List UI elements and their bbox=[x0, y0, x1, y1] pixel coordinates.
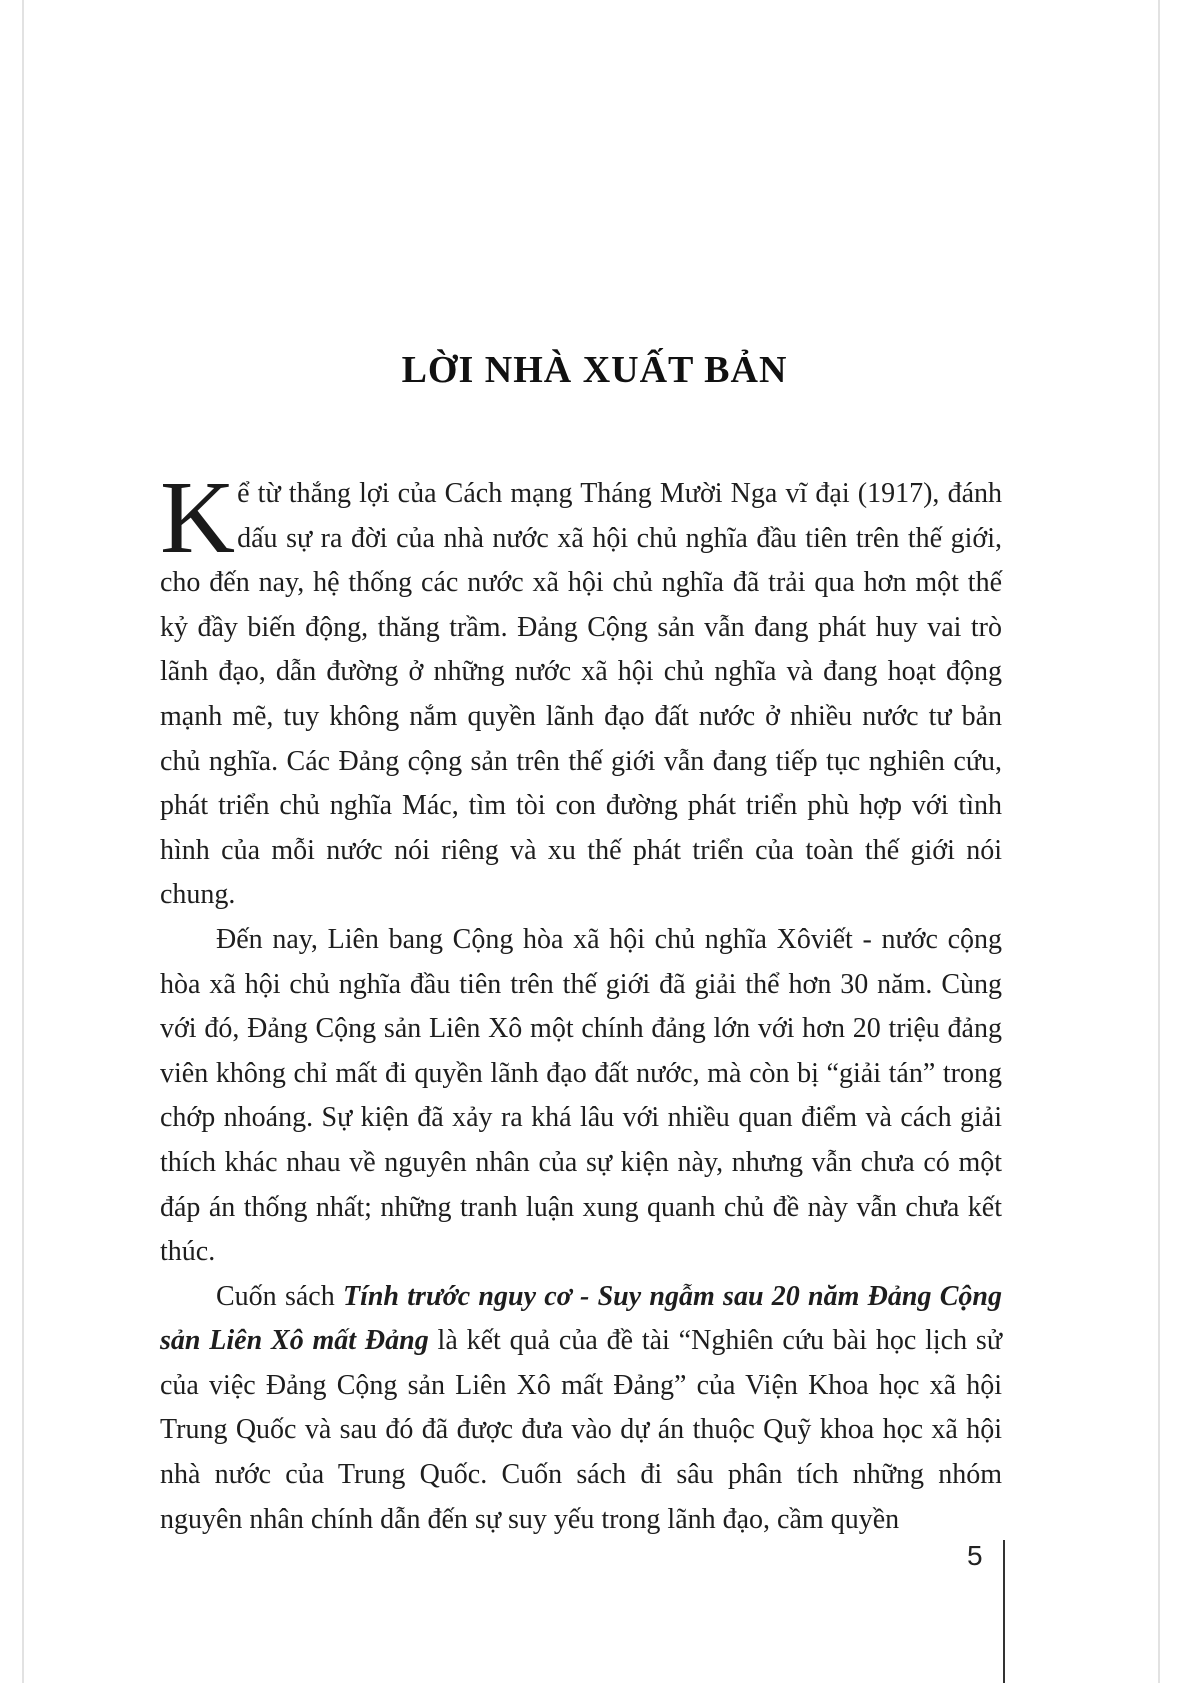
paragraph-1 bbox=[160, 460, 1002, 918]
body-text bbox=[160, 460, 1002, 1542]
drop-cap: K bbox=[160, 460, 236, 575]
folio-rule bbox=[1003, 1540, 1005, 1683]
paragraph-3 bbox=[160, 1275, 1002, 1543]
paragraph-3-rest: là kết quả của đề tài “Nghiên cứu bài học lịch sử của việc Đảng Cộng sản Liên Xô mất Đảng” của Viện Khoa học xã hội Trung Quốc và sau đó đã được đưa vào dự án thuộc Quỹ khoa học xã hội nhà nước của Trung Quốc. Cuốn sách đi sâu phân tích những nhóm nguyên nhân chính dẫn đến sự suy yếu trong lãnh đạo, cầm quyền bbox=[160, 1325, 1002, 1535]
paragraph-3-lead: Cuốn sách bbox=[216, 1280, 343, 1312]
page-title: LỜI NHÀ XUẤT BẢN bbox=[401, 349, 788, 391]
book-title: Tính trước nguy cơ - Suy ngẫm sau 20 năm Đảng Cộng sản Liên Xô mất Đảng bbox=[160, 1280, 1002, 1357]
paragraph-2: Đến nay, Liên bang Cộng hòa xã hội chủ nghĩa Xôviết - nước cộng hòa xã hội chủ nghĩa đầu tiên trên thế giới đã giải thể hơn 30 năm. Cùng với đó, Đảng Cộng sản Liên Xô một chính đảng lớn với hơn 20 triệu đảng viên không chỉ mất đi quyền lãnh đạo đất nước, mà còn bị “giải tán” trong chớp nhoáng. Sự kiện đã xảy ra khá lâu với nhiều quan điểm và cách giải thích khác nhau về nguyên nhân của sự kiện này, nhưng vẫn chưa có một đáp án thống nhất; những tranh luận xung quanh chủ đề này vẫn chưa kết thúc. bbox=[160, 923, 1002, 1268]
paragraph-1-text: ể từ thắng lợi của Cách mạng Tháng Mười Nga vĩ đại (1917), đánh dấu sự ra đời của nhà nước xã hội chủ nghĩa đầu tiên trên thế giới, cho đến nay, hệ thống các nước xã hội chủ nghĩa đã trải qua hơn một thế kỷ đầy biến động, thăng trầm. Đảng Cộng sản vẫn đang phát huy vai trò lãnh đạo, dẫn đường ở những nước xã hội chủ nghĩa và đang hoạt động mạnh mẽ, tuy không nắm quyền lãnh đạo đất nước ở nhiều nước tư bản chủ nghĩa. Các Đảng cộng sản trên thế giới vẫn đang tiếp tục nghiên cứu, phát triển chủ nghĩa Mác, tìm tòi con đường phát triển phù hợp với tình hình của mỗi nước nói riêng và xu thế phát triển của toàn thế giới nói chung. bbox=[160, 478, 1002, 911]
page-number: 5 bbox=[967, 1540, 983, 1571]
